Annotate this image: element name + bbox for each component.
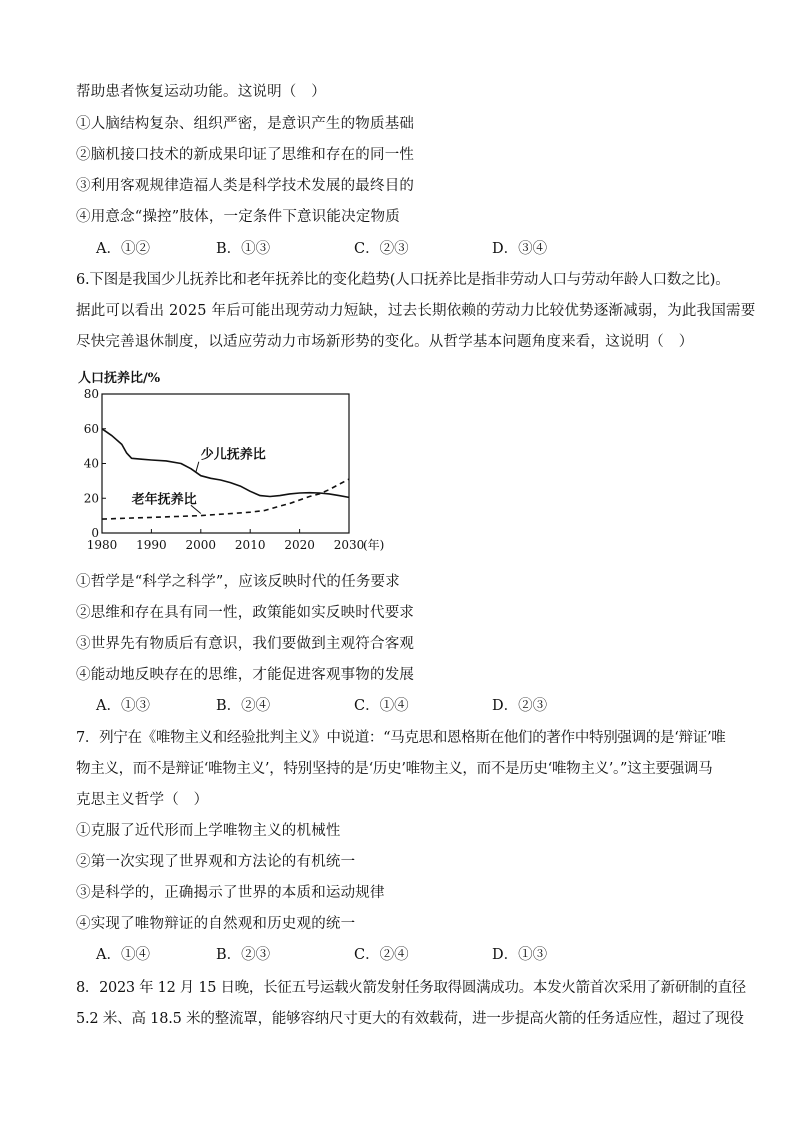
q7-stem-line-3: 克思主义哲学（ ） <box>76 792 209 808</box>
q6-item-3: ③世界先有物质后有意识，我们要做到主观符合客观 <box>76 636 415 652</box>
y-tick-label: 80 <box>83 387 99 401</box>
q7-stem-line-1: 7．列宁在《唯物主义和经验批判主义》中说道：“马克思和恩格斯在他们的著作中特别强调的是‘辩证’唯 <box>76 730 726 746</box>
x-tick-label: 2020 <box>284 538 315 552</box>
q5-option-a[interactable]: A．①② <box>96 241 150 257</box>
q5-item-4: ④用意念“操控”肢体，一定条件下意识能决定物质 <box>76 209 400 225</box>
q7-item-3: ③是科学的，正确揭示了世界的本质和运动规律 <box>76 885 385 901</box>
q6-stem-line-3: 尽快完善退休制度，以适应劳动力市场新形势的变化。从哲学基本问题角度来看，这说明（ ） <box>76 334 694 350</box>
q7-option-a[interactable]: A．①④ <box>96 947 150 963</box>
q6-option-b[interactable]: B．②④ <box>216 698 271 714</box>
y-tick-label: 40 <box>83 456 99 471</box>
dependency-ratio-chart <box>76 366 396 562</box>
q6-option-a[interactable]: A．①③ <box>96 698 150 714</box>
series-line-children <box>102 429 349 498</box>
q6-option-c[interactable]: C．①④ <box>354 698 409 714</box>
q7-option-c[interactable]: C．②④ <box>354 947 409 963</box>
q5-option-c[interactable]: C．②③ <box>354 241 409 257</box>
q6-stem-line-1: 6.下图是我国少儿抚养比和老年抚养比的变化趋势(人口抚养比是指非劳动人口与劳动年龄人口数之比)。 <box>76 272 730 288</box>
q7-option-b[interactable]: B．②③ <box>216 947 271 963</box>
series-label-children: 少儿抚养比 <box>200 447 266 463</box>
x-tick-label: 2030 <box>333 538 365 552</box>
q6-item-4: ④能动地反映存在的思维，才能促进客观事物的发展 <box>76 667 415 683</box>
q7-item-4: ④实现了唯物辩证的自然观和历史观的统一 <box>76 916 356 932</box>
q7-stem-line-2: 物主义，而不是辩证‘唯物主义’，特别坚持的是‘历史’唯物主义，而不是历史‘唯物主义’。”这主要强调马 <box>76 761 713 777</box>
q8-stem-line-1: 8．2023 年 12 月 15 日晚，长征五号运载火箭发射任务取得圆满成功。本发火箭首次采用了新研制的直径 <box>76 980 746 996</box>
x-tick-label: 1980 <box>86 538 118 552</box>
dependency-ratio-chart-svg <box>76 366 396 562</box>
x-axis-label: (年) <box>363 538 385 552</box>
series-label-leader-children <box>196 462 199 472</box>
q7-item-1: ①克服了近代形而上学唯物主义的机械性 <box>76 823 341 839</box>
q7-option-d[interactable]: D．①③ <box>492 947 548 963</box>
q7-item-2: ②第一次实现了世界观和方法论的有机统一 <box>76 854 356 870</box>
q5-option-d[interactable]: D．③④ <box>492 241 548 257</box>
q6-option-d[interactable]: D．②③ <box>492 698 548 714</box>
q6-item-2: ②思维和存在具有同一性，政策能如实反映时代要求 <box>76 605 415 621</box>
q5-stem-end: 帮助患者恢复运动功能。这说明（ ） <box>76 84 326 100</box>
x-tick-label: 2010 <box>234 538 266 552</box>
q5-option-b[interactable]: B．①③ <box>216 241 271 257</box>
y-tick-label: 60 <box>83 421 99 436</box>
q6-stem-line-2: 据此可以看出 2025 年后可能出现劳动力短缺，过去长期依赖的劳动力比较优势逐渐减弱，为此我国需要 <box>76 303 756 319</box>
series-label-elderly: 老年抚养比 <box>131 492 197 508</box>
y-tick-label: 0 <box>91 526 99 540</box>
q6-item-1: ①哲学是“科学之科学”，应该反映时代的任务要求 <box>76 574 400 590</box>
q5-item-2: ②脑机接口技术的新成果印证了思维和存在的同一性 <box>76 147 415 163</box>
q5-item-3: ③利用客观规律造福人类是科学技术发展的最终目的 <box>76 178 415 194</box>
q5-item-1: ①人脑结构复杂、组织严密，是意识产生的物质基础 <box>76 116 415 132</box>
y-tick-label: 20 <box>83 491 99 506</box>
x-tick-label: 1990 <box>136 538 167 552</box>
y-axis-label: 人口抚养比/% <box>78 371 161 386</box>
q8-stem-line-2: 5.2 米、高 18.5 米的整流罩，能够容纳尺寸更大的有效载荷，进一步提高火箭的任务适应性，超过了现役 <box>76 1011 744 1027</box>
x-tick-label: 2000 <box>185 538 217 552</box>
plot-frame <box>102 394 349 533</box>
